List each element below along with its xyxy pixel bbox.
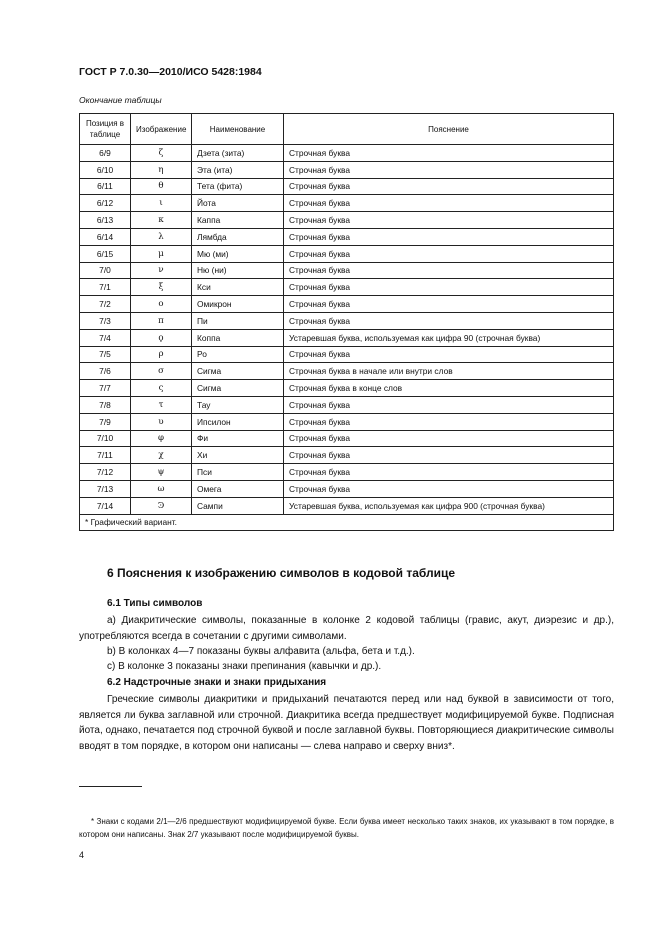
cell-explanation: Строчная буква [284,430,614,447]
cell-name: Ипсилон [192,413,284,430]
cell-image: ϙ [131,329,192,346]
cell-image: ζ [131,145,192,162]
cell-image: θ [131,178,192,195]
cell-image: η [131,161,192,178]
table-row [80,178,614,195]
cell-explanation: Строчная буква [284,145,614,162]
cell-image: λ [131,228,192,245]
footnote-separator [79,786,142,787]
table-row [80,195,614,212]
cell-position: 7/6 [80,363,131,380]
cell-name: Тау [192,396,284,413]
document-header: ГОСТ Р 7.0.30—2010/ИСО 5428:1984 [79,66,262,78]
table-row [80,430,614,447]
page-number: 4 [79,850,85,860]
table-row [80,312,614,329]
table-footnote-row [80,514,614,531]
table-row [80,480,614,497]
cell-image: τ [131,396,192,413]
cell-name: Каппа [192,212,284,229]
table-row [80,161,614,178]
cell-image: ξ [131,279,192,296]
table-row [80,346,614,363]
cell-image: π [131,312,192,329]
cell-image: μ [131,245,192,262]
paragraph-6-1-c: с) В колонке 3 показаны знаки препинания (кавычки и др.). [107,661,382,672]
cell-image: κ [131,212,192,229]
cell-explanation: Строчная буква [284,296,614,313]
cell-position: 7/10 [80,430,131,447]
symbols-table [79,113,614,531]
table-caption: Окончание таблицы [79,95,162,105]
table-row [80,464,614,481]
cell-name: Ро [192,346,284,363]
table-row [80,145,614,162]
cell-image: ρ [131,346,192,363]
cell-position: 7/3 [80,312,131,329]
cell-explanation: Строчная буква [284,447,614,464]
header-explanation: Пояснение [284,114,614,145]
table-row [80,363,614,380]
cell-image: φ [131,430,192,447]
cell-position: 7/11 [80,447,131,464]
cell-explanation: Строчная буква [284,480,614,497]
table-row [80,262,614,279]
cell-image: χ [131,447,192,464]
page-footnote: * Знаки с кодами 2/1—2/6 предшествуют модифицируемой букве. Если буква имеет несколько таких знаков, их указывают в том порядке, в котором они написаны. Знак 2/7 указывают после модифицируемой буквы. [79,817,614,839]
cell-name: Мю (ми) [192,245,284,262]
cell-explanation: Устаревшая буква, используемая как цифра 900 (строчная буква) [284,497,614,514]
cell-image: υ [131,413,192,430]
cell-explanation: Строчная буква [284,228,614,245]
table-row [80,329,614,346]
cell-image: ι [131,195,192,212]
cell-explanation: Строчная буква [284,178,614,195]
cell-explanation: Строчная буква [284,279,614,296]
cell-explanation: Строчная буква [284,161,614,178]
table-body [80,145,614,515]
cell-position: 6/14 [80,228,131,245]
paragraph-6-2: Греческие символы диакритики и придыханий печатаются перед или над буквой в зависимости от того, является ли буква заглавной или строчной. Диакритика всегда предшествует модифицируемой букве. Подписная йота, однако, печатается под строчной буквой и после заглавной буквы. Повторяющиеся диакритические символы вводят в том порядке, в котором они написаны — слева направо и сверху вниз*. [79,694,614,752]
section-6-title: 6 Пояснения к изображению символов в кодовой таблице [107,566,456,580]
cell-explanation: Строчная буква в начале или внутри слов [284,363,614,380]
cell-explanation: Строчная буква [284,312,614,329]
cell-position: 7/9 [80,413,131,430]
cell-name: Сампи [192,497,284,514]
table-row [80,447,614,464]
cell-position: 7/5 [80,346,131,363]
cell-explanation: Строчная буква в конце слов [284,380,614,397]
cell-name: Пи [192,312,284,329]
paragraph-6-1-a: а) Диакритические символы, показанные в колонке 2 кодовой таблицы (гравис, акут, диэрезис и др.), употребляются всегда в сочетании с другими символами. [79,615,614,642]
table-row [80,228,614,245]
subsection-6-2-title: 6.2 Надстрочные знаки и знаки придыхания [107,677,327,688]
cell-name: Эта (ита) [192,161,284,178]
table-header-row [80,114,614,145]
cell-explanation: Строчная буква [284,212,614,229]
cell-name: Йота [192,195,284,212]
cell-position: 7/7 [80,380,131,397]
table-footnote: * Графический вариант. [80,514,614,531]
header-image: Изображение [131,114,192,145]
cell-position: 6/10 [80,161,131,178]
cell-name: Кси [192,279,284,296]
cell-name: Сигма [192,380,284,397]
table-row [80,212,614,229]
cell-position: 7/4 [80,329,131,346]
cell-position: 6/15 [80,245,131,262]
cell-position: 6/11 [80,178,131,195]
cell-position: 6/13 [80,212,131,229]
cell-explanation: Строчная буква [284,262,614,279]
cell-name: Фи [192,430,284,447]
cell-image: Ͽ [131,497,192,514]
cell-explanation: Строчная буква [284,413,614,430]
cell-explanation: Строчная буква [284,464,614,481]
cell-explanation: Строчная буква [284,195,614,212]
cell-name: Тета (фита) [192,178,284,195]
cell-position: 7/1 [80,279,131,296]
cell-name: Сигма [192,363,284,380]
cell-image: ν [131,262,192,279]
paragraph-6-1-b: b) В колонках 4—7 показаны буквы алфавита (альфа, бета и т.д.). [107,646,415,657]
table-row [80,279,614,296]
table-row [80,380,614,397]
cell-position: 7/2 [80,296,131,313]
cell-name: Пси [192,464,284,481]
cell-position: 6/9 [80,145,131,162]
cell-name: Омега [192,480,284,497]
cell-name: Коппа [192,329,284,346]
cell-name: Хи [192,447,284,464]
cell-position: 7/13 [80,480,131,497]
cell-position: 7/8 [80,396,131,413]
cell-name: Лямбда [192,228,284,245]
subsection-6-1-title: 6.1 Типы символов [107,598,203,609]
cell-position: 7/0 [80,262,131,279]
cell-position: 7/14 [80,497,131,514]
table-row [80,296,614,313]
table-row [80,413,614,430]
cell-name: Омикрон [192,296,284,313]
cell-explanation: Строчная буква [284,346,614,363]
cell-image: ς [131,380,192,397]
cell-image: ο [131,296,192,313]
cell-name: Ню (ни) [192,262,284,279]
table-row [80,245,614,262]
header-position: Позиция в таблице [80,114,131,145]
table-row [80,497,614,514]
cell-position: 7/12 [80,464,131,481]
cell-image: ω [131,480,192,497]
cell-image: ψ [131,464,192,481]
table-row [80,396,614,413]
header-name: Наименование [192,114,284,145]
cell-explanation: Устаревшая буква, используемая как цифра 90 (строчная буква) [284,329,614,346]
cell-image: σ [131,363,192,380]
cell-name: Дзета (зита) [192,145,284,162]
cell-explanation: Строчная буква [284,396,614,413]
cell-position: 6/12 [80,195,131,212]
cell-explanation: Строчная буква [284,245,614,262]
